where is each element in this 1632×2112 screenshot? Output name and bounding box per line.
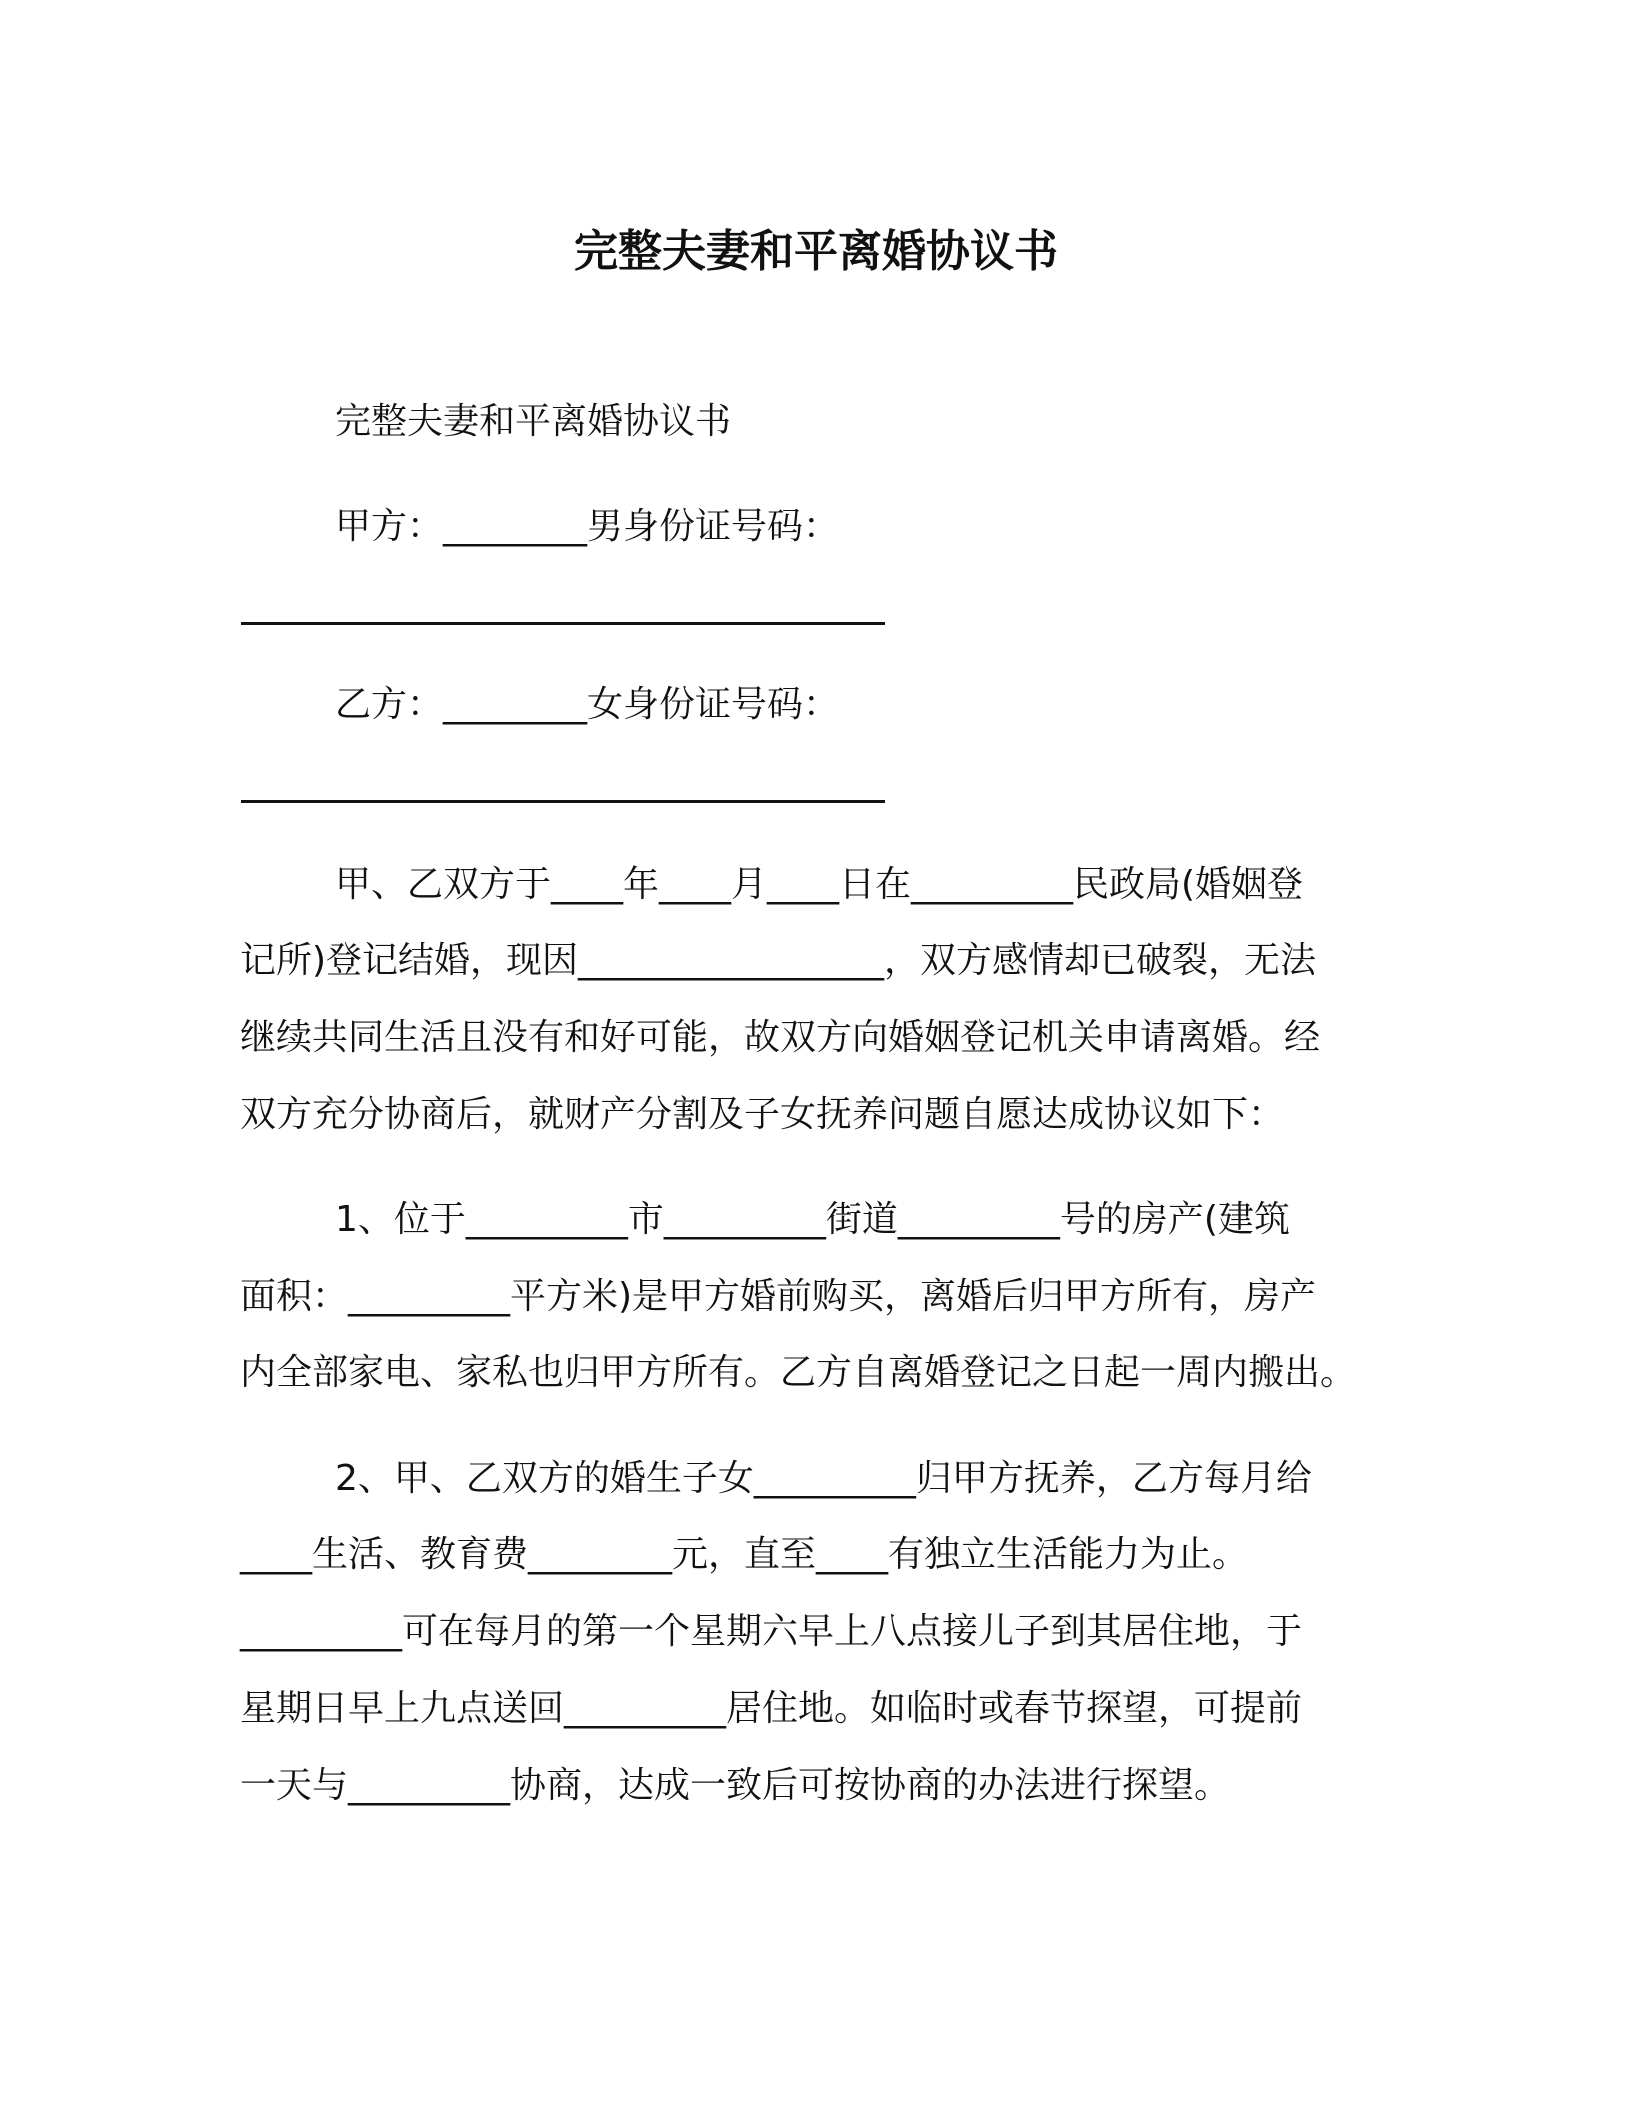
clause-2-line-4: 星期日早上九点送回_________居住地。如临时或春节探望，可提前 [240, 1688, 1303, 1729]
paragraph-intro-line-3: 继续共同生活且没有和好可能，故双方向婚姻登记机关申请离婚。经 [240, 1017, 1321, 1058]
clause-2-line-2: ____生活、教育费________元，直至____有独立生活能力为止。 [240, 1534, 1249, 1575]
document-title: 完整夫妻和平离婚协议书 [574, 226, 1058, 277]
paragraph-intro-line-2: 记所)登记结婚，现因_________________，双方感情却已破裂，无法 [240, 940, 1317, 981]
party-b-line: 乙方：________女身份证号码： [335, 684, 840, 725]
subtitle-line: 完整夫妻和平离婚协议书 [335, 401, 732, 442]
clause-2-line-5: 一天与_________协商，达成一致后可按协商的办法进行探望。 [240, 1765, 1231, 1806]
clause-2-line-1: 2、甲、乙双方的婚生子女_________归甲方抚养，乙方每月给 [335, 1458, 1312, 1499]
clause-1-line-2: 面积：_________平方米)是甲方婚前购买，离婚后归甲方所有，房产 [240, 1276, 1317, 1317]
paragraph-intro-line-4: 双方充分协商后，就财产分割及子女抚养问题自愿达成协议如下： [240, 1094, 1285, 1135]
clause-1-line-1: 1、位于_________市_________街道_________号的房产(建筑 [335, 1199, 1290, 1240]
paragraph-intro-line-1: 甲、乙双方于____年____月____日在_________民政局(婚姻登 [335, 864, 1304, 905]
party-a-id-blank [241, 622, 885, 625]
clause-2-line-3: _________可在每月的第一个星期六早上八点接儿子到其居住地，于 [240, 1611, 1303, 1652]
clause-1-line-3: 内全部家电、家私也归甲方所有。乙方自离婚登记之日起一周内搬出。 [240, 1352, 1357, 1393]
party-a-line: 甲方：________男身份证号码： [335, 506, 840, 547]
party-b-id-blank [241, 800, 885, 803]
